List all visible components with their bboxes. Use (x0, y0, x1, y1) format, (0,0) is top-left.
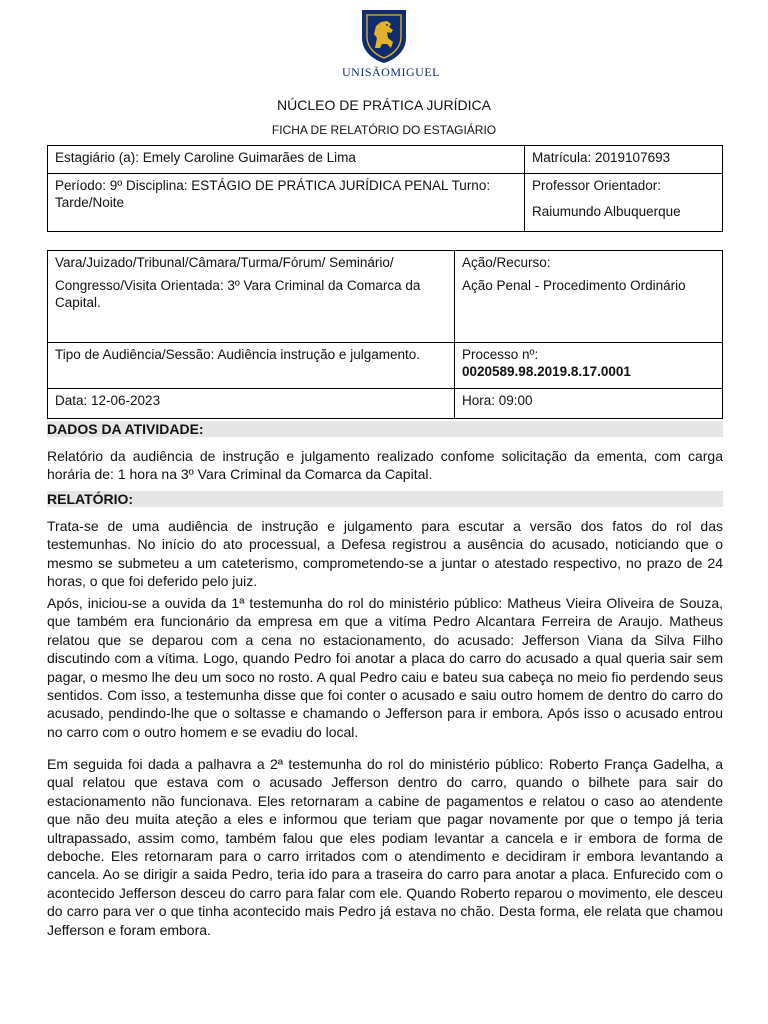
report-paragraph-1: Trata-se de uma audiência de instrução e julgamento para escutar a versão dos fatos do rol das testemunhas. No início do ato processual, a Defesa registrou a ausência do acusado, noticiando que o mesmo se submeteu a um cateterismo, comprometendo-se a juntar o atestado respectivo, no prazo de 24 horas, o que foi deferido pelo juiz. (47, 518, 723, 590)
hearing-time: Hora: 09:00 (462, 393, 533, 408)
student-info-table (47, 145, 723, 232)
time-cell (455, 389, 723, 419)
intern-cell (48, 146, 525, 174)
process-number: 0020589.98.2019.8.17.0001 (462, 364, 631, 379)
process-label: Processo nº: (462, 347, 539, 362)
period-discipline-shift: Período: 9º Disciplina: ESTÁGIO DE PRÁTICA JURÍDICA PENAL Turno: Tarde/Noite (55, 178, 491, 210)
advisor-name: Raiumundo Albuquerque (532, 204, 681, 219)
activity-section-heading: DADOS DA ATIVIDADE: (47, 421, 723, 437)
hearing-cell (48, 343, 455, 389)
advisor-cell (525, 174, 723, 232)
process-cell (455, 343, 723, 389)
report-paragraph-3: Em seguida foi dada a palhavra a 2ª testemunha do rol do ministério público: Roberto França Gadelha, a qual relatou que estava com o acusado Jefferson dentro do carro, quando o bilhete para sair do estacionamento não funcionava. Eles retornaram a cabine de pagamentos e relatou o caso ao atendente que não deu muita ateção a eles e informou que teriam que pagar novamente por que o tempo já teria ultrapassado, assim como, também falou que eles podiam levantar a cancela e ir embora de forma de deboche. Eles retornaram para o carro irritados com o atendimento e decidiram ir embora levantando a cancela. Ao se dirigir a saida Pedro, teria ido para a traseira do carro para anotar a placa. Enfurecido com o acontecido Jefferson desceu do carro para falar com ele. Quando Roberto reparou o movimento, ele desceu do carro para ver o que tinha acontecido mais Pedro já estava no chão. Desta forma, ele relata que chamou Jefferson e foram embora. (47, 756, 723, 938)
venue-label: Vara/Juizado/Tribunal/Câmara/Turma/Fórum/ Seminário/ (55, 255, 394, 270)
hearing-date: Data: 12-06-2023 (55, 393, 161, 408)
action-value: Ação Penal - Procedimento Ordinário (462, 278, 686, 293)
lion-shield-icon (358, 8, 410, 64)
report-paragraph-2: Após, iniciou-se a ouvida da 1ª testemunha do rol do ministério público: Matheus Vieira Oliveira de Souza, que também era funcionário da empresa em que a vitíma Pedro Alcantara Ferreira de Araujo. Matheus relatou que se deparou com a cena no estacionamento, do acusado: Jefferson Viana da Silva Filho discutindo com a vítima. Logo, quando Pedro foi anotar a placa do carro do acusado a qual queria sair sem pagar, o mesmo lhe deu um soco no rosto. A qual Pedro caiu e bateu sua cabeça no meio fio perdendo seus sentidos. Com isso, a testemunha disse que foi conter o acusado e saiu outro homem de dentro do carro do acusado, pendindo-lhe que o soltasse e chamando o Jefferson para ir embora. Após isso o acusado entrou no carro com o outro homem e se evadiu do local. (47, 595, 723, 740)
advisor-label: Professor Orientador: (532, 178, 662, 193)
registration-number: Matrícula: 2019107693 (532, 150, 671, 165)
hearing-type: Tipo de Audiência/Sessão: Audiência instrução e julgamento. (55, 347, 420, 362)
page-title: NÚCLEO DE PRÁTICA JURÍDICA (277, 97, 491, 113)
venue-value: Congresso/Visita Orientada: 3º Vara Criminal da Comarca da Capital. (55, 278, 421, 310)
registration-cell (525, 146, 723, 174)
venue-cell (48, 251, 455, 343)
logo-text: UNISÃOMIGUEL (342, 65, 440, 79)
intern-name: Estagiário (a): Emely Caroline Guimarães de Lima (55, 150, 356, 165)
action-label: Ação/Recurso: (462, 255, 551, 270)
page-subtitle: FICHA DE RELATÓRIO DO ESTAGIÁRIO (271, 123, 497, 137)
period-cell (48, 174, 525, 232)
activity-paragraph: Relatório da audiência de instrução e julgamento realizado confome solicitação da ementa, com carga horária de: 1 hora na 3º Vara Criminal da Comarca da Capital. (47, 448, 723, 483)
report-section-heading: RELATÓRIO: (47, 491, 723, 507)
action-cell (455, 251, 723, 343)
activity-info-table (47, 250, 723, 419)
university-logo (342, 8, 440, 82)
date-cell (48, 389, 455, 419)
